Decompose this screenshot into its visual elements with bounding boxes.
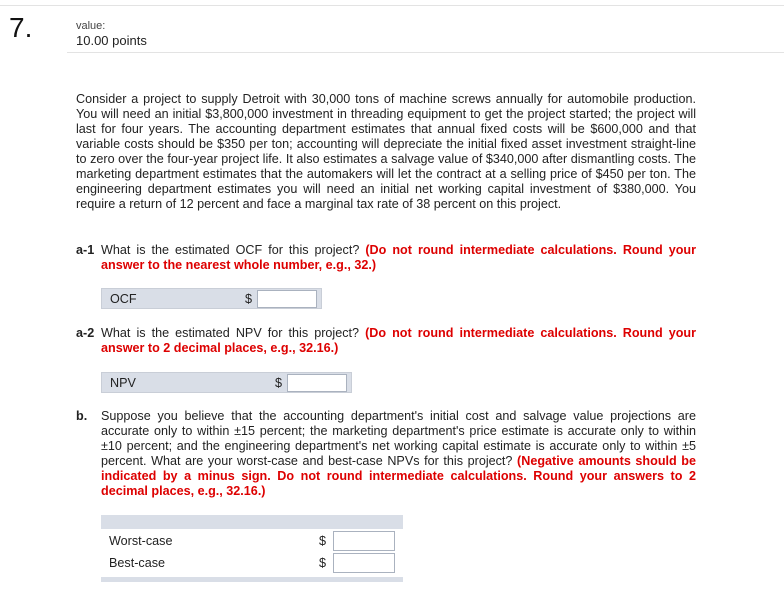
part-a2-text: What is the estimated NPV for this project?	[101, 326, 366, 340]
ocf-input[interactable]	[257, 290, 317, 308]
value-label: value:	[76, 20, 106, 32]
npv-label: NPV	[110, 376, 136, 390]
part-a2-instruction: (Do not round intermediate calculations. Round your answer to 2 decimal places, e.g., 32.16.)	[101, 326, 696, 355]
npv-currency: $	[275, 376, 283, 390]
case-table-header	[101, 515, 403, 529]
best-case-input[interactable]	[333, 553, 395, 573]
ocf-label: OCF	[110, 292, 137, 306]
part-b-label: b.	[76, 409, 88, 423]
best-case-currency: $	[319, 556, 327, 570]
part-b-question	[101, 409, 696, 499]
ocf-answer-row	[101, 288, 322, 309]
part-b-text: Suppose you believe that the accounting department's initial cost and salvage value projections are accurate only to within ±15 percent; the marketing department's price estimate is accurate only to within ±10 percent; and the engineering department's net working capital estimate is accurate only to within ±5 percent. What are your worst-case and best-case NPVs for this project?	[101, 409, 696, 468]
worst-case-label: Worst-case	[109, 534, 173, 548]
question-intro: Consider a project to supply Detroit with 30,000 tons of machine screws annually for automobile production. You will need an initial $3,800,000 investment in threading equipment to get the project started; the project will last for four years. The accounting department estimates that annual fixed costs will be $600,000 and that variable costs should be $350 per ton; accounting will depreciate the initial fixed asset investment straight-line to zero over the four-year project life. It also estimates a salvage value of $340,000 after dismantling costs. The marketing department estimates that the automakers will let the contract at a selling price of $450 per ton. The engineering department estimates you will need an initial net working capital investment of $380,000. You require a return of 12 percent and face a marginal tax rate of 38 percent on this project.	[76, 92, 696, 211]
part-a1-question	[101, 243, 696, 273]
part-b-instruction: (Negative amounts should be indicated by a minus sign. Do not round intermediate calculations. Round your answers to 2 decimal places, e.g., 32.16.)	[101, 454, 697, 498]
part-a1-text: What is the estimated OCF for this project?	[101, 243, 366, 257]
best-case-label: Best-case	[109, 556, 165, 570]
points-value: 10.00 points	[76, 33, 147, 48]
part-a2-question	[101, 326, 696, 356]
top-divider	[0, 5, 784, 6]
worst-case-row	[101, 530, 403, 552]
part-a1-label: a-1	[76, 243, 95, 257]
header-divider	[67, 52, 784, 53]
ocf-currency: $	[245, 292, 253, 306]
part-a1-instruction: (Do not round intermediate calculations. Round your answer to the nearest whole number, e.g., 32.)	[101, 243, 696, 272]
npv-answer-row	[101, 372, 352, 393]
part-a2-label: a-2	[76, 326, 95, 340]
case-table-footer	[101, 577, 403, 582]
npv-input[interactable]	[287, 374, 347, 392]
question-number: 7.	[9, 12, 33, 43]
worst-case-input[interactable]	[333, 531, 395, 551]
best-case-row	[101, 552, 403, 574]
worst-case-currency: $	[319, 534, 327, 548]
